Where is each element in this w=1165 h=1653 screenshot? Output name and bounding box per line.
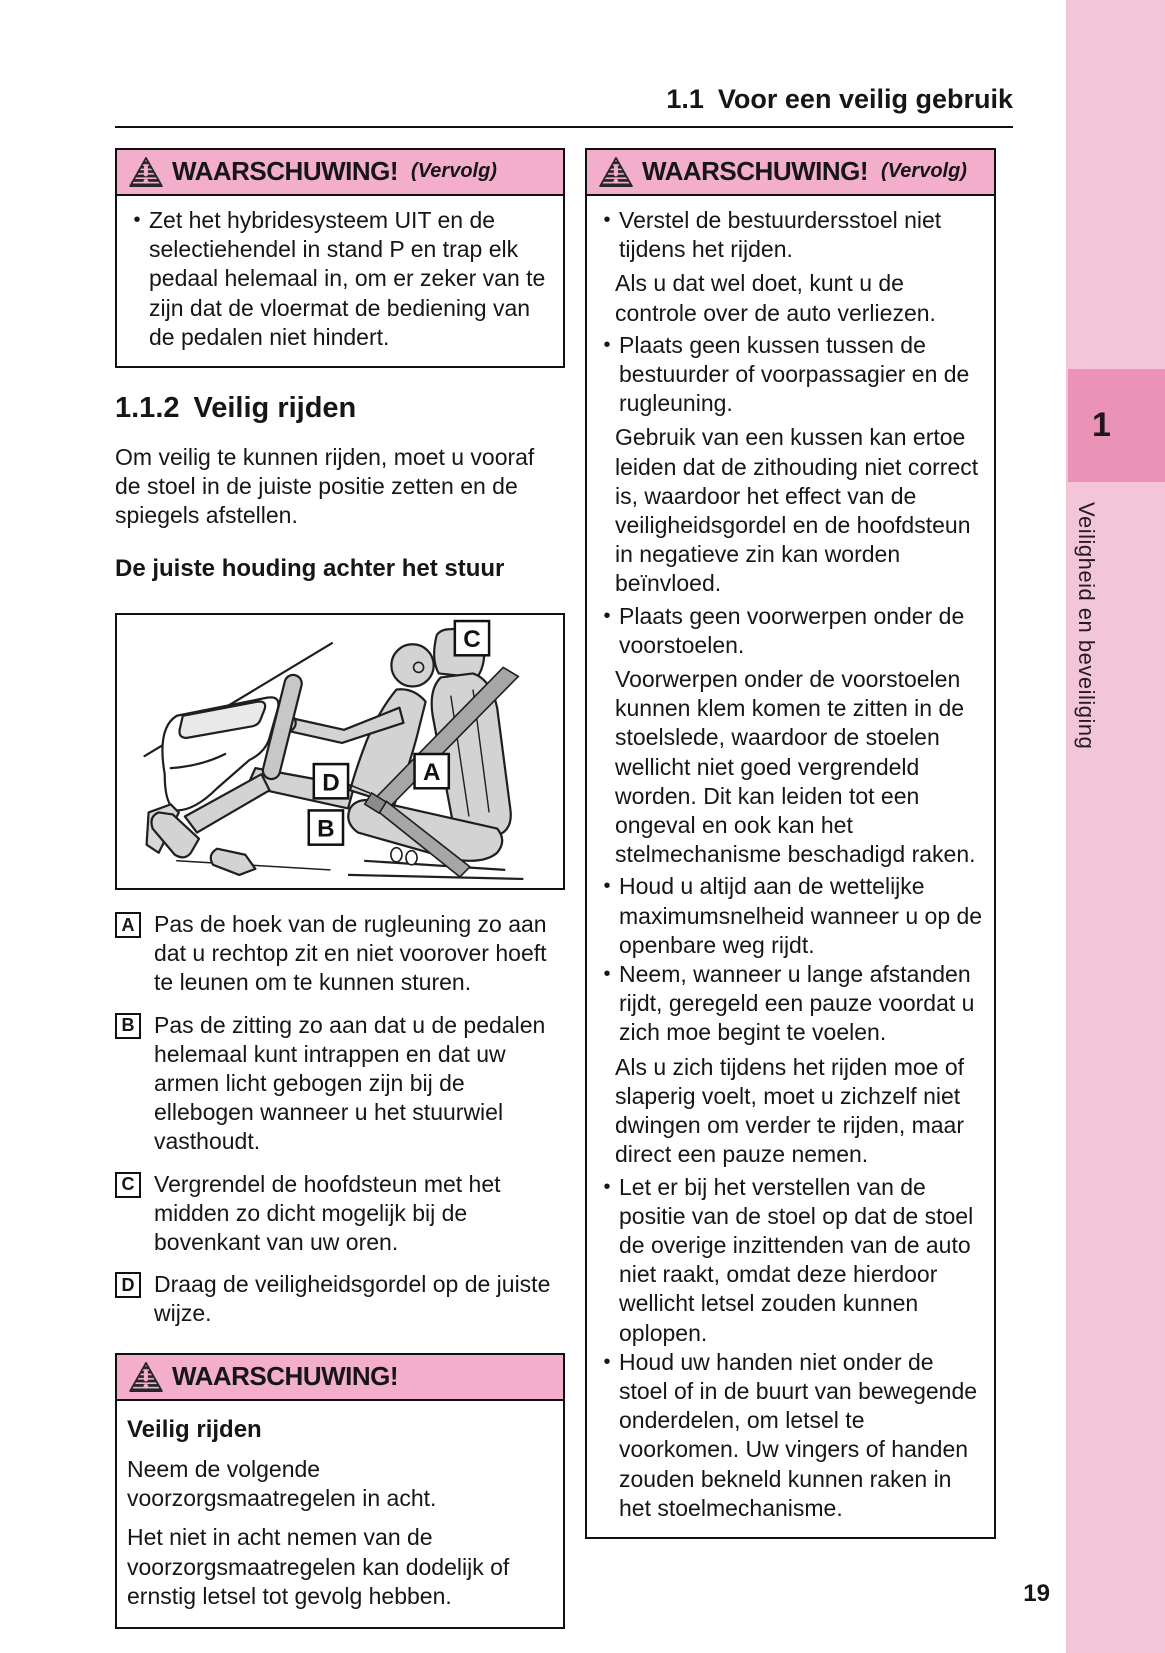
legend-item-c xyxy=(115,1170,565,1258)
header-section-number: 1.1 xyxy=(666,84,704,114)
bullet-text: Let er bij het verstellen van de positie van de stoel op dat de stoel de overige inzittenden van de auto niet raakt, omdat deze hierdoor wellicht letsel zouden kunnen oplopen. xyxy=(619,1173,974,1346)
legend-text-d: Draag de veiligheidsgordel op de juiste wijze. xyxy=(154,1271,551,1327)
bullet-note: Als u dat wel doet, kunt u de controle over de auto verliezen. xyxy=(615,270,936,326)
chapter-tab xyxy=(1068,369,1165,482)
bullet-marker: • xyxy=(603,875,611,898)
shoe-rear xyxy=(211,849,256,875)
warning-bullet xyxy=(125,206,553,352)
warning-bullet xyxy=(595,331,984,419)
running-header xyxy=(115,84,1013,115)
legend-key-c: C xyxy=(115,1172,141,1198)
bullet-marker: • xyxy=(603,209,611,231)
warning-triangle-icon xyxy=(129,157,163,187)
warning-bullet xyxy=(595,1173,984,1348)
warning-body xyxy=(117,196,563,366)
warning-header xyxy=(587,150,994,196)
chapter-title-vertical: Veiligheid en beveiliging xyxy=(1074,502,1099,750)
bullet-text: Plaats geen voorwerpen onder de voorstoelen. xyxy=(619,602,965,658)
warning-paragraph: Neem de volgende voorzorgsmaatregelen in acht. xyxy=(127,1456,437,1512)
figure-label-c: C xyxy=(463,626,481,654)
bullet-text: Houd uw handen niet onder de stoel of in de buurt van bewegende onderdelen, om letsel te voorkomen. Uw vingers of handen zouden bekneld kunnen raken in het stoelmechanisme. xyxy=(619,1348,978,1521)
legend-text-a: Pas de hoek van de rugleuning zo aan dat u rechtop zit en niet voorover hoeft te leunen om te kunnen sturen. xyxy=(154,910,547,996)
warning-bullet xyxy=(595,206,984,264)
warning-box-continued-right xyxy=(585,148,996,1539)
legend-item-b xyxy=(115,1011,565,1157)
legend-item-a xyxy=(115,910,565,998)
left-column xyxy=(115,148,565,1629)
figure-label-d: D xyxy=(322,769,340,797)
bullet-note: Voorwerpen onder de voorstoelen kunnen klem komen te zitten in de stoelslede, waardoor de stoelen wellicht niet goed vergrendeld worden. Dit kan leiden tot een ongeval en ook kan het stelmechanisme beschadigd raken. xyxy=(615,666,976,868)
warning-bullet xyxy=(595,872,984,960)
warning-bullet xyxy=(595,602,984,660)
bullet-marker: • xyxy=(603,604,611,627)
warning-title: WAARSCHUWING! xyxy=(642,156,869,187)
header-rule xyxy=(115,126,1013,128)
warning-header xyxy=(117,150,563,196)
warning-header xyxy=(117,1355,563,1401)
warning-continued-label: (Vervolg) xyxy=(881,160,967,183)
legend-text-b: Pas de zitting zo aan dat u de pedalen helemaal kunt intrappen en dat uw armen licht gebogen zijn bij de ellebogen wanneer u het stuurwiel vasthoudt. xyxy=(154,1011,546,1155)
bullet-text: Plaats geen kussen tussen de bestuurder of voorpassagier en de rugleuning. xyxy=(619,331,970,417)
subheading: De juiste houding achter het stuur xyxy=(115,555,505,583)
legend-item-d xyxy=(115,1270,565,1328)
seating-position-illustration xyxy=(117,615,563,888)
bullet-note: Als u zich tijdens het rijden moe of slaperig voelt, moet u zichzelf niet dwingen om verder te rijden, maar direct een pauze nemen. xyxy=(615,1053,965,1168)
warning-subheading: Veilig rijden xyxy=(127,1415,262,1443)
warning-paragraph: Het niet in acht nemen van de voorzorgsmaatregelen kan dodelijk of ernstig letsel tot gevolg hebben. xyxy=(127,1524,510,1609)
legend-text-c: Vergrendel de hoofdsteun met het midden zo dicht mogelijk bij de bovenkant van uw oren. xyxy=(154,1170,501,1255)
bullet-marker: • xyxy=(603,1175,611,1198)
bullet-text: Houd u altijd aan de wettelijke maximumsnelheid wanneer u op de openbare weg rijdt. xyxy=(619,873,983,958)
section-number: 1.1.2 xyxy=(115,392,180,425)
warning-bullet xyxy=(595,960,984,1048)
warning-continued-label: (Vervolg) xyxy=(411,160,497,183)
warning-box-continued-left xyxy=(115,148,565,368)
figure-label-b: B xyxy=(317,815,335,843)
warning-body xyxy=(587,196,994,1537)
head xyxy=(391,644,433,686)
header-section-title: Voor een veilig gebruik xyxy=(717,84,1013,114)
warning-triangle-icon xyxy=(129,1362,163,1392)
seating-position-figure xyxy=(115,613,565,890)
legend-key-d: D xyxy=(115,1272,141,1298)
intro-paragraph: Om veilig te kunnen rijden, moet u vooraf de stoel in de juiste positie zetten en de spiegels afstellen. xyxy=(115,443,535,529)
warning-title: WAARSCHUWING! xyxy=(172,1361,399,1392)
warning-triangle-icon xyxy=(599,157,633,187)
bullet-note: Gebruik van een kussen kan ertoe leiden dat de zithouding niet correct is, waardoor het effect van de veiligheidsgordel en de hoofdsteun in negatieve zin kan worden beïnvloed. xyxy=(615,424,979,597)
section-heading xyxy=(115,390,565,427)
legend-key-a: A xyxy=(115,912,141,938)
bullet-marker: • xyxy=(603,333,611,356)
bullet-marker: • xyxy=(603,1350,611,1373)
page-number: 19 xyxy=(1023,1580,1050,1607)
bullet-text: Zet het hybridesysteem UIT en de selectiehendel in stand P en trap elk pedaal helemaal in, om er zeker van te zijn dat de vloermat de bediening van de pedalen niet hindert. xyxy=(149,207,546,350)
bullet-text: Verstel de bestuurdersstoel niet tijdens het rijden. xyxy=(619,207,942,263)
legend-key-b: B xyxy=(115,1013,141,1039)
warning-title: WAARSCHUWING! xyxy=(172,156,399,187)
section-title: Veilig rijden xyxy=(193,392,357,425)
bullet-marker: • xyxy=(603,963,611,986)
right-column xyxy=(585,148,996,1539)
warning-bullet xyxy=(595,1348,984,1523)
chapter-sidebar xyxy=(1066,0,1165,1653)
bullet-marker: • xyxy=(133,209,141,231)
chapter-number: 1 xyxy=(1092,406,1111,444)
bullet-text: Neem, wanneer u lange afstanden rijdt, geregeld een pauze voordat u zich moe begint te voelen. xyxy=(619,961,975,1046)
figure-label-a: A xyxy=(422,759,441,787)
